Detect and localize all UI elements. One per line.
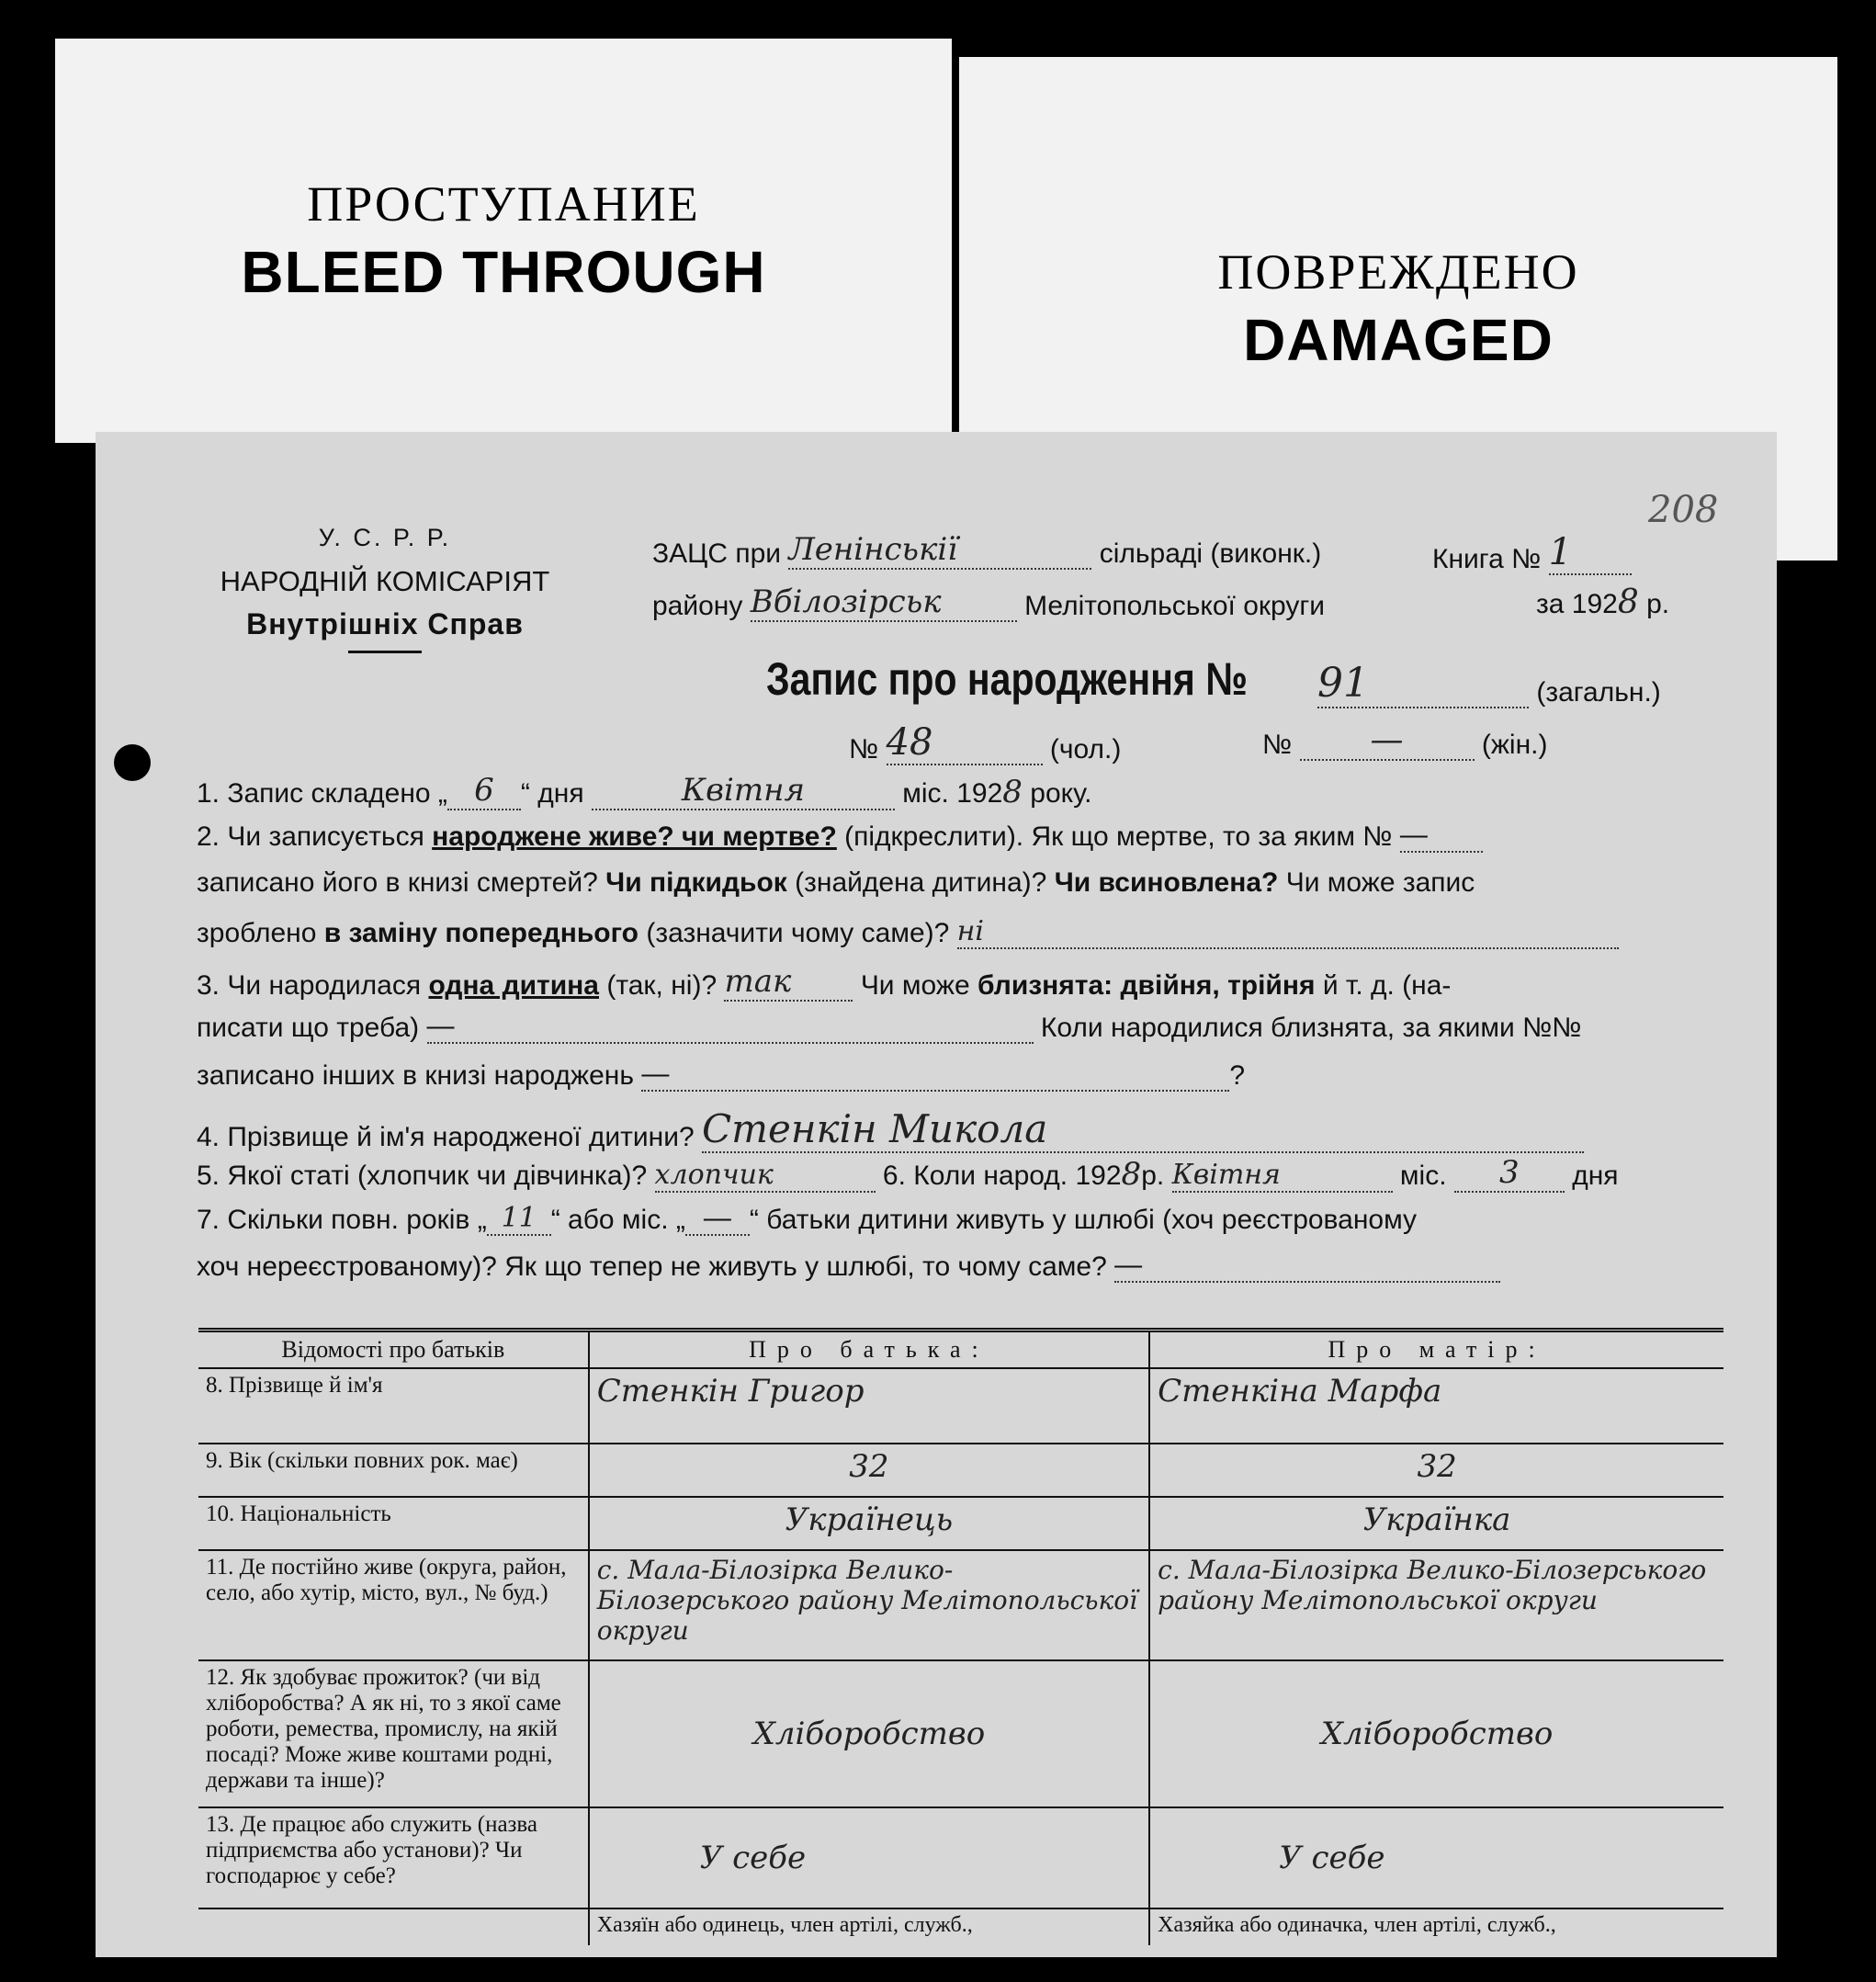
q6-label-c: міс. — [1399, 1161, 1447, 1191]
record-title-text: Запис про народження № — [766, 653, 1248, 705]
item-2-line-2 — [197, 867, 1475, 899]
q6-day: 3 — [1454, 1154, 1565, 1193]
record-number: 91 — [1317, 660, 1529, 708]
q3-line3-b: ? — [1229, 1060, 1246, 1091]
row-label-empty — [198, 1908, 589, 1945]
q3-label-f: й т. д. (на- — [1322, 970, 1452, 1001]
parents-table — [198, 1328, 1723, 1945]
mother-value: Українка — [1149, 1497, 1723, 1550]
year-label: за 192 — [1536, 589, 1618, 619]
okrug-label: Мелітопольської округи — [1024, 591, 1326, 621]
q7-line2-value: — — [1114, 1250, 1500, 1283]
father-value: Українець — [589, 1497, 1149, 1550]
q2-line2-e: Чи може запис — [1285, 867, 1475, 898]
item-3-line-1 — [197, 963, 1451, 1002]
father-value: с. Мала-Білозірка Велико-Білозерського району Мелітопольської округи — [589, 1550, 1149, 1660]
q2-line2-d: Чи всиновлена? — [1054, 867, 1279, 898]
damaged-en: DAMAGED — [1243, 307, 1554, 373]
q1-month: Квітня — [592, 772, 895, 810]
district-value: Вбілозірськ — [751, 583, 1017, 622]
row-label: 10. Національність — [198, 1497, 589, 1550]
father-footer: Хазяїн або одинець, член артілі, служб., — [589, 1908, 1149, 1945]
record-title — [766, 652, 1248, 706]
female-number-suffix: (жін.) — [1481, 730, 1548, 760]
q3-label-c: (так, ні)? — [606, 970, 718, 1001]
record-number-line — [1317, 660, 1661, 708]
usrr-label: У. С. Р. Р. — [318, 524, 452, 551]
parents-table-header — [198, 1331, 1723, 1369]
punch-hole — [114, 744, 151, 781]
female-number-label: № — [1262, 730, 1293, 760]
mother-value: с. Мала-Білозірка Велико-Білозерського району Мелітопольської округи — [1149, 1550, 1723, 1660]
q3-label-b: одна дитина — [428, 970, 599, 1001]
row-label: 12. Як здобуває прожиток? (чи від хліборобства? А як ні, то з якої саме роботи, ремества, промислу, на якій посаді? Може живе коштами родні, держави та інше)? — [198, 1660, 589, 1807]
item-2-line-3 — [197, 915, 1619, 949]
internal-affairs-label: Внутрішніх Справ — [246, 607, 524, 640]
mother-value: У себе — [1149, 1807, 1723, 1908]
q1-label-b: “ дня — [520, 778, 584, 809]
item-3-line-2 — [197, 1011, 1581, 1044]
father-value: У себе — [589, 1807, 1149, 1908]
item-2-line-1 — [197, 820, 1483, 853]
q6-label-b: р. — [1141, 1161, 1165, 1191]
q1-label-a: 1. Запис складено „ — [197, 778, 447, 809]
header-mother: Про матір: — [1149, 1331, 1723, 1369]
q1-label-c: міс. 192 — [902, 778, 1003, 809]
bleed-through-en: BLEED THROUGH — [241, 239, 766, 305]
year-value: 8 — [1617, 583, 1639, 621]
q2-line2-b: Чи підкидьок — [605, 867, 787, 898]
q6-month: Квітня — [1172, 1159, 1393, 1193]
bleed-through-card — [55, 39, 952, 443]
header-info: Відомості про батьків — [198, 1331, 589, 1369]
issuer-header — [178, 524, 592, 653]
header-rule — [348, 651, 422, 653]
father-value: Стенкін Григор — [589, 1368, 1149, 1444]
q2-label-b: народжене живе? чи мертве? — [432, 821, 837, 852]
district-label: району — [652, 591, 743, 621]
male-number-suffix: (чол.) — [1049, 734, 1122, 764]
male-number-line — [849, 721, 1121, 765]
q6-year: 8 — [1121, 1156, 1142, 1193]
q3-line2-value: — — [427, 1011, 1034, 1044]
child-sex: хлопчик — [655, 1159, 876, 1193]
item-5-6 — [197, 1154, 1619, 1193]
book-value: 1 — [1549, 531, 1632, 575]
q3-line3-value: — — [641, 1059, 1229, 1092]
q3-label-a: 3. Чи народилася — [197, 970, 422, 1001]
table-row — [198, 1660, 1723, 1807]
bleed-through-ru: ПРОСТУПАНИЕ — [307, 176, 700, 232]
row-label: 13. Де працює або служить (назва підприємства або установи)? Чи господарює у себе? — [198, 1807, 589, 1908]
q3-value: так — [724, 963, 853, 1002]
q7-label-c: “ батьки дитини живуть у шлюбі (хоч реєстрованому — [749, 1205, 1418, 1235]
council-label: сільраді (виконк.) — [1099, 538, 1322, 569]
male-number-value: 48 — [887, 721, 1043, 765]
q2-line2-a: записано його в книзі смертей? — [197, 867, 598, 898]
q2-label-c: (підкреслити). Як що мертве, то за яким № — [844, 821, 1393, 852]
table-row — [198, 1368, 1723, 1444]
mother-value: 32 — [1149, 1444, 1723, 1497]
q6-label-a: 6. Коли народ. 192 — [882, 1161, 1122, 1191]
q1-day: 6 — [447, 772, 521, 810]
child-name: Стенкін Микола — [702, 1106, 1584, 1153]
q3-line2-a: писати що треба) — [197, 1013, 420, 1043]
district-line — [652, 583, 1325, 622]
q7-line2-label: хоч нереєстрованому)? Як що тепер не живуть у шлюбі, то чому саме? — [197, 1251, 1107, 1282]
mother-value: Стенкіна Марфа — [1149, 1368, 1723, 1444]
q4-label: 4. Прізвище й ім'я народженої дитини? — [197, 1122, 695, 1152]
item-4 — [197, 1106, 1584, 1153]
q1-year: 8 — [1002, 774, 1023, 810]
q2-label-a: 2. Чи записується — [197, 821, 424, 852]
book-label: Книга № — [1432, 544, 1542, 574]
corner-number: 208 — [1648, 489, 1719, 531]
q7-years: 11 — [487, 1202, 551, 1236]
commissariat-label: НАРОДНІЙ КОМІСАРІЯТ — [220, 565, 550, 597]
q2-value: — — [1400, 820, 1483, 853]
q3-label-e: близнята: двійня, трійня — [977, 970, 1316, 1001]
table-row — [198, 1550, 1723, 1660]
item-7-line-2 — [197, 1250, 1500, 1283]
table-row — [198, 1444, 1723, 1497]
header-father: Про батька: — [589, 1331, 1149, 1369]
q2-line3-c: (зазначити чому саме)? — [646, 918, 950, 948]
table-row — [198, 1497, 1723, 1550]
q3-line2-b: Коли народилися близнята, за якими №№ — [1040, 1013, 1582, 1043]
mother-footer: Хазяйка або одиначка, член артілі, служб., — [1149, 1908, 1723, 1945]
table-row — [198, 1908, 1723, 1945]
q2-line2-c: (знайдена дитина)? — [795, 867, 1047, 898]
zags-label: ЗАЦС при — [652, 538, 782, 569]
item-7-line-1 — [197, 1202, 1417, 1236]
zags-value: Ленінськії — [788, 531, 1091, 570]
q2-line3-a: зроблено — [197, 918, 317, 948]
q7-label-a: 7. Скільки повн. років „ — [197, 1205, 487, 1235]
row-label: 8. Прізвище й ім'я — [198, 1368, 589, 1444]
damaged-ru: ПОВРЕЖДЕНО — [1217, 244, 1579, 300]
table-row — [198, 1807, 1723, 1908]
item-3-line-3 — [197, 1059, 1245, 1092]
row-label: 9. Вік (скільки повних рок. має) — [198, 1444, 589, 1497]
q6-label-d: дня — [1572, 1161, 1619, 1191]
female-number-line — [1262, 721, 1548, 761]
item-1 — [197, 772, 1091, 810]
mother-value: Хліборобство — [1149, 1660, 1723, 1807]
q7-months: — — [685, 1203, 750, 1236]
q3-line3-a: записано інших в книзі народжень — [197, 1060, 635, 1091]
q2-line3-b: в заміну попереднього — [323, 918, 639, 948]
zags-line — [652, 531, 1321, 570]
q3-label-d: Чи може — [860, 970, 970, 1001]
female-number-value: — — [1300, 721, 1475, 761]
q5-label: 5. Якої статі (хлопчик чи дівчинка)? — [197, 1161, 648, 1191]
birth-record-document — [96, 432, 1777, 1957]
male-number-label: № — [849, 734, 879, 764]
father-value: 32 — [589, 1444, 1149, 1497]
row-label: 11. Де постійно живе (округа, район, село, або хутір, місто, вул., № буд.) — [198, 1550, 589, 1660]
q7-label-b: “ або міс. „ — [550, 1205, 685, 1235]
q1-label-d: року. — [1030, 778, 1092, 809]
father-value: Хліборобство — [589, 1660, 1149, 1807]
book-line — [1432, 531, 1632, 575]
record-total-label: (загальн.) — [1536, 677, 1661, 708]
q2-line3-value: ні — [957, 915, 1619, 949]
year-suffix: р. — [1646, 589, 1670, 619]
year-line — [1536, 583, 1669, 621]
